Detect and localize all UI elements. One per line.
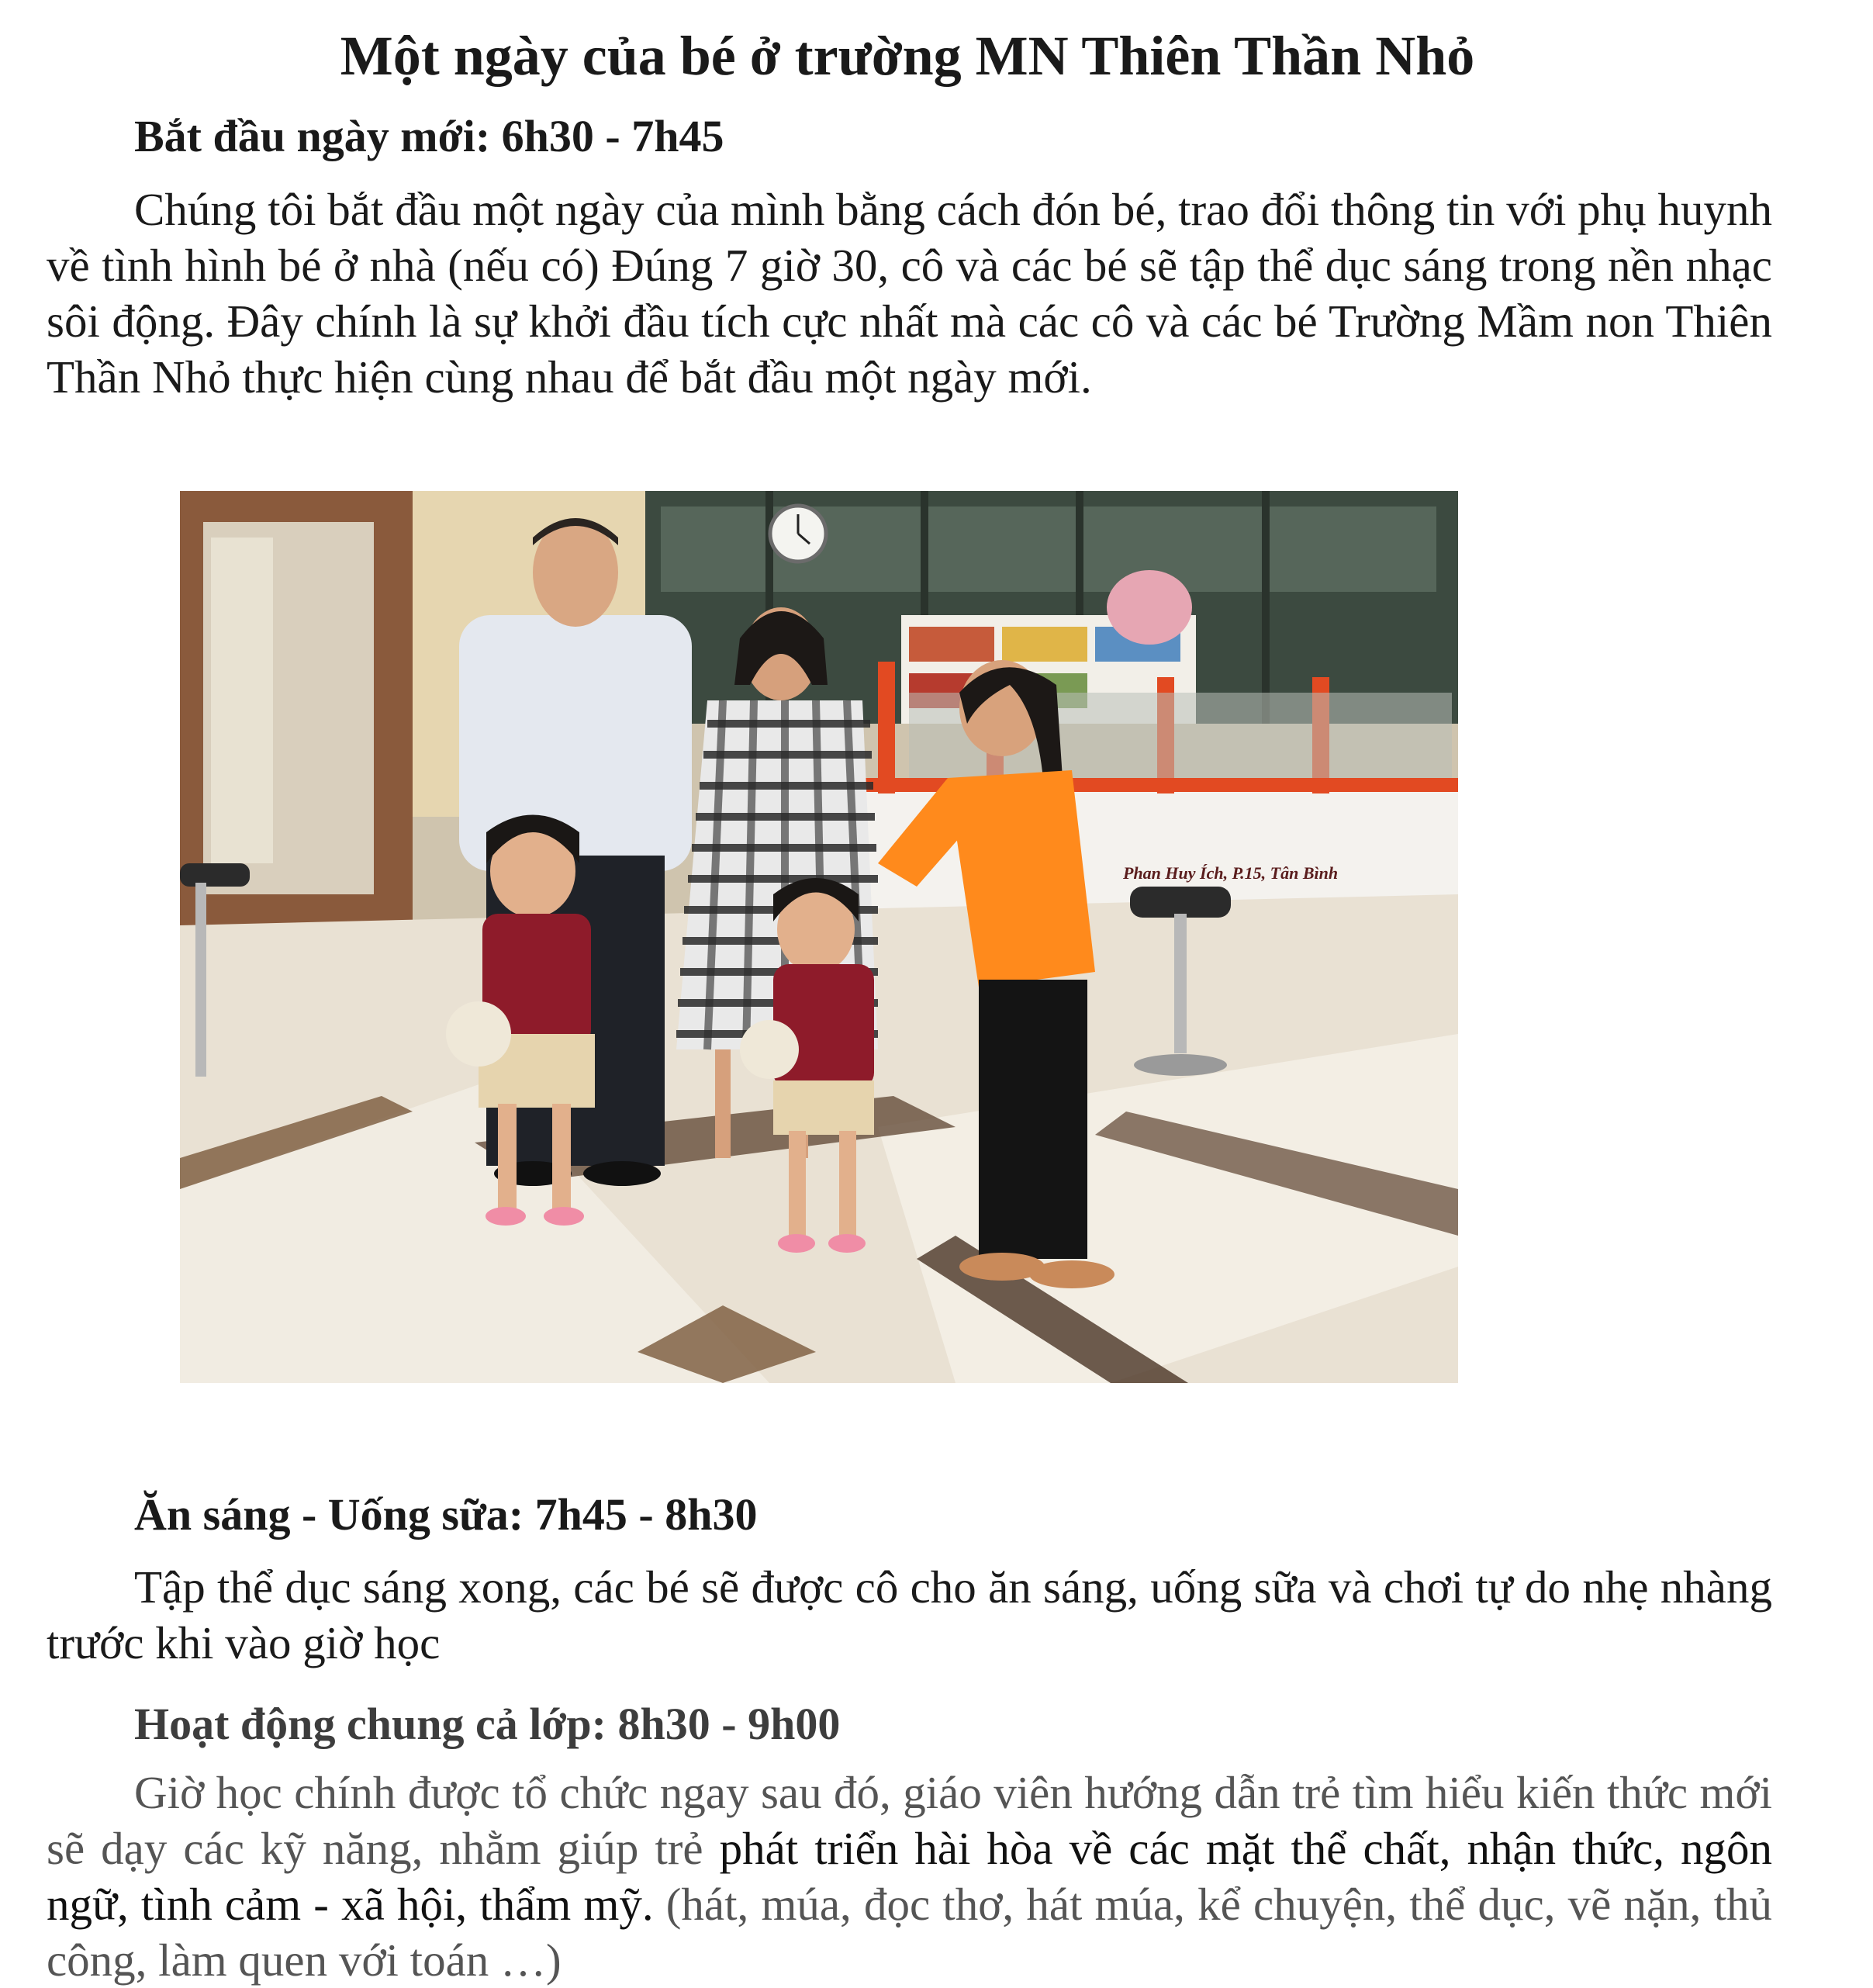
section-paragraph-breakfast: Tập thể dục sáng xong, các bé sẽ được cô cho ăn sáng, uống sữa và chơi tự do nhẹ nhàng trước khi vào giờ học (47, 1561, 1772, 1668)
section-paragraph-class-activity (47, 1765, 1772, 1988)
photo-illustration (180, 491, 1458, 1383)
document-title: Một ngày của bé ở trường MN Thiên Thần Nhỏ (340, 25, 1475, 87)
section-paragraph-start-day: Chúng tôi bắt đầu một ngày của mình bằng cách đón bé, trao đổi thông tin với phụ huynh về tình hình bé ở nhà (nếu có) Đúng 7 giờ 30, cô và các bé sẽ tập thể dục sáng trong nền nhạc sôi động. Đây chính là sự khởi đầu tích cực nhất mà các cô và các bé Trường Mầm non Thiên Thần Nhỏ thực hiện cùng nhau để bắt đầu một ngày mới. (47, 184, 1772, 403)
class-activity-text-intro: Giờ học chính được tổ chức ngay sau đó, giáo viên hướng dẫn trẻ tìm hiểu kiến thức mới sẽ dạy các kỹ năng, nhằm giúp trẻ (47, 1767, 1772, 1874)
section-heading-start-day: Bắt đầu ngày mới: 6h30 - 7h45 (134, 111, 724, 161)
class-activity-text-examples: (hát, múa, đọc thơ, hát múa, kể chuyện, thể dục, vẽ nặn, thủ công, làm quen với toán …) (47, 1879, 1772, 1986)
section-heading-breakfast: Ăn sáng - Uống sữa: 7h45 - 8h30 (134, 1489, 758, 1540)
section-heading-class-activity: Hoạt động chung cả lớp: 8h30 - 9h00 (134, 1699, 841, 1749)
sign-address-line: Phan Huy Ích, P.15, Tân Bình (1123, 863, 1339, 883)
class-activity-text-goals: phát triển hài hòa về các mặt thể chất, nhận thức, ngôn ngữ, tình cảm - xã hội, thẩm mỹ. (47, 1823, 1772, 1930)
school-entrance-photo (180, 491, 1458, 1383)
